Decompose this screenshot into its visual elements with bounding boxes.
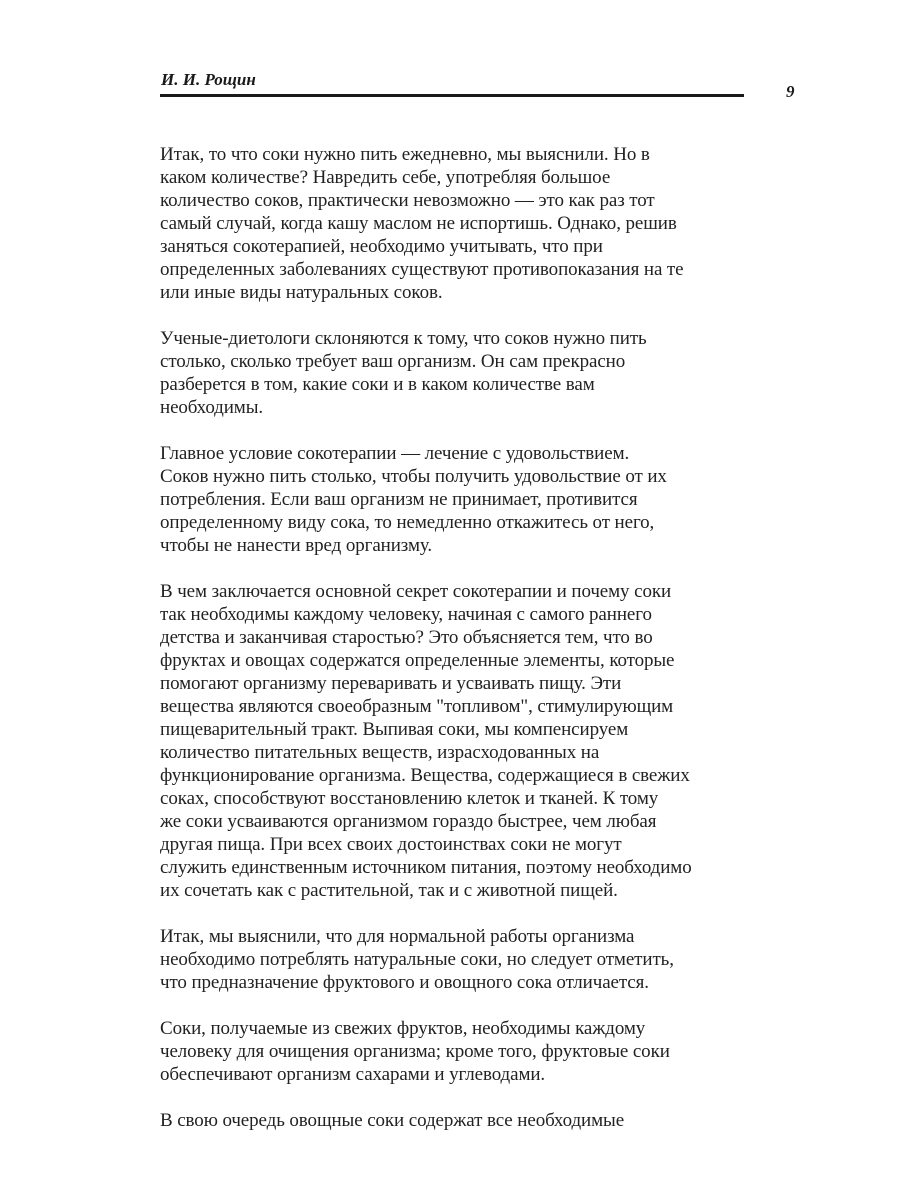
text-line: или иные виды натуральных соков. [160, 282, 443, 303]
text-line: необходимо потреблять натуральные соки, но следует отметить, [160, 949, 674, 970]
text-line: фруктах и овощах содержатся определенные элементы, которые [160, 650, 675, 671]
text-line: Итак, то что соки нужно пить ежедневно, мы выяснили. Но в [160, 144, 650, 165]
text-line: что предназначение фруктового и овощного сока отличается. [160, 972, 649, 993]
text-line: чтобы не нанести вред организму. [160, 535, 433, 556]
text-line: функционирование организма. Вещества, содержащиеся в свежих [160, 765, 690, 786]
paragraph [160, 580, 780, 902]
text-line: их сочетать как с растительной, так и с животной пищей. [160, 880, 618, 901]
paragraph [160, 327, 780, 419]
text-line: служить единственным источником питания, поэтому необходимо [160, 857, 692, 878]
text-line: количество питательных веществ, израсходованных на [160, 742, 600, 763]
text-line: потребления. Если ваш организм не принимает, противится [160, 489, 638, 510]
page-number: 9 [786, 82, 795, 101]
header-rule [160, 94, 744, 97]
text-line: разберется в том, какие соки и в каком количестве вам [160, 374, 595, 395]
text-line: самый случай, когда кашу маслом не испортишь. Однако, решив [160, 213, 677, 234]
text-line: заняться сокотерапией, необходимо учитывать, что при [160, 236, 603, 257]
text-line: так необходимы каждому человеку, начиная с самого раннего [160, 604, 652, 625]
text-line: обеспечивают организм сахарами и углеводами. [160, 1064, 546, 1085]
text-line: пищеварительный тракт. Выпивая соки, мы компенсируем [160, 719, 629, 740]
paragraph [160, 143, 780, 304]
text-line: количество соков, практически невозможно — это как раз тот [160, 190, 655, 211]
text-line: столько, сколько требует ваш организм. Он сам прекрасно [160, 351, 626, 372]
paragraph [160, 1109, 780, 1132]
text-line: другая пища. При всех своих достоинствах соки не могут [160, 834, 622, 855]
text-line: В чем заключается основной секрет сокотерапии и почему соки [160, 581, 672, 602]
text-line: необходимы. [160, 397, 264, 418]
text-line: Соков нужно пить столько, чтобы получить удовольствие от их [160, 466, 667, 487]
text-line: Ученые-диетологи склоняются к тому, что соков нужно пить [160, 328, 647, 349]
text-line: каком количестве? Навредить себе, употребляя большое [160, 167, 611, 188]
paragraph [160, 1017, 780, 1086]
text-line: человеку для очищения организма; кроме того, фруктовые соки [160, 1041, 670, 1062]
text-line: соках, способствуют восстановлению клеток и тканей. К тому [160, 788, 659, 809]
text-line: Соки, получаемые из свежих фруктов, необходимы каждому [160, 1018, 646, 1039]
text-line: детства и заканчивая старостью? Это объясняется тем, что во [160, 627, 653, 648]
text-line: Итак, мы выяснили, что для нормальной работы организма [160, 926, 635, 947]
text-line: Главное условие сокотерапии — лечение с удовольствием. [160, 443, 630, 464]
paragraph [160, 925, 780, 994]
text-line: В свою очередь овощные соки содержат все необходимые [160, 1110, 625, 1131]
text-line: же соки усваиваются организмом гораздо быстрее, чем любая [160, 811, 657, 832]
running-head-author: И. И. Рощин [161, 70, 256, 89]
paragraph [160, 442, 780, 557]
page-body [160, 143, 780, 1155]
text-line: определенных заболеваниях существуют противопоказания на те [160, 259, 684, 280]
text-line: определенному виду сока, то немедленно откажитесь от него, [160, 512, 655, 533]
text-line: вещества являются своеобразным "топливом", стимулирующим [160, 696, 674, 717]
text-line: помогают организму переваривать и усваивать пищу. Эти [160, 673, 622, 694]
